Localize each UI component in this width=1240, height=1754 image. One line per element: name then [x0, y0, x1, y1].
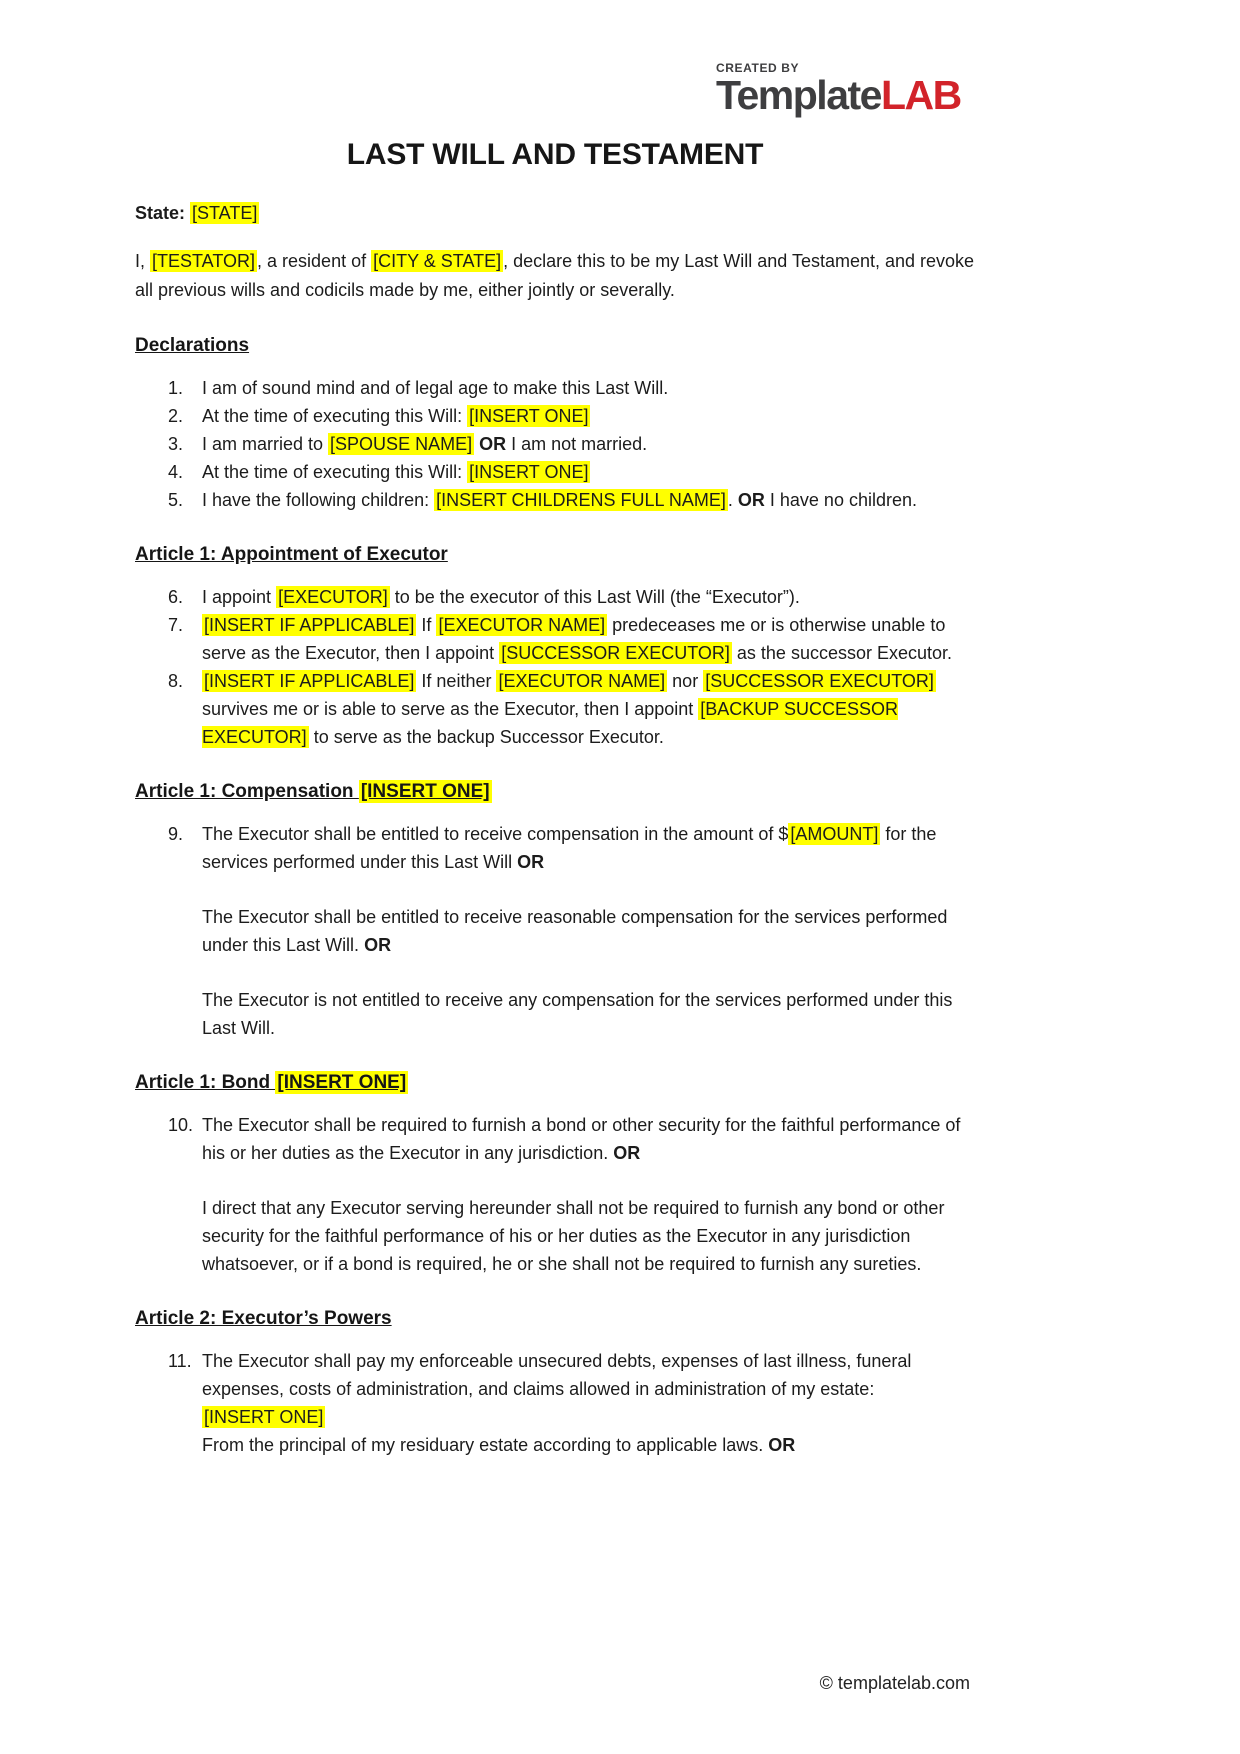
item-text: [202, 486, 975, 514]
text-segment: I appoint: [202, 587, 277, 607]
placeholder-highlight: [INSERT ONE]: [204, 1407, 324, 1427]
text-segment: I am not married.: [506, 434, 648, 454]
text-segment: The Executor shall be required to furnish a bond or other security for the faithful performance of his or her duties as the Executor in any jurisdiction.: [202, 1115, 961, 1163]
item-number: 7.: [168, 615, 184, 635]
item-text: [202, 1111, 975, 1167]
item-number: 1.: [168, 378, 184, 398]
text-segment: The Executor is not entitled to receive any compensation for the services performed under this Last Will.: [202, 990, 953, 1038]
item-number: 4.: [168, 462, 184, 482]
item-text: [202, 820, 975, 876]
placeholder-highlight: [INSERT ONE]: [277, 1072, 407, 1093]
text-segment: Article 1: Appointment of Executor: [135, 544, 448, 565]
placeholder-highlight: [CITY & STATE]: [373, 251, 502, 271]
text-segment: Article 2: Executor’s Powers: [135, 1308, 392, 1329]
declarations-list: [135, 374, 975, 514]
compensation-alternative-1: [202, 903, 975, 959]
list-item: [168, 820, 975, 876]
item-number: 5.: [168, 490, 184, 510]
logo-created-by: CREATED BY: [716, 61, 800, 75]
declarations-heading: [135, 335, 975, 357]
list-item: [168, 486, 975, 514]
list-item: [168, 611, 975, 667]
text-segment: predeceases me or is otherwise unable to serve as the Executor, then I appoint: [202, 615, 946, 663]
item-number: 8.: [168, 671, 184, 691]
text-segment: I have no children.: [764, 490, 917, 510]
placeholder-highlight: [EXECUTOR NAME]: [438, 615, 606, 635]
text-segment: to serve as the backup Successor Executor.: [308, 727, 664, 747]
item-text-line: [202, 1347, 975, 1403]
placeholder-highlight: [BACKUP SUCCESSOR EXECUTOR]: [202, 699, 898, 747]
intro-paragraph: [135, 247, 975, 305]
list-item: [168, 583, 975, 611]
compensation-alternative-2: [202, 986, 975, 1042]
text-segment: for the services performed under this Last Will: [202, 824, 937, 872]
text-segment: The Executor shall be entitled to receive compensation in the amount of $: [202, 824, 789, 844]
placeholder-highlight: [SPOUSE NAME]: [330, 434, 473, 454]
state-line: [135, 199, 975, 227]
item-text: [202, 583, 975, 611]
text-segment: State:: [135, 203, 191, 223]
document-title: LAST WILL AND TESTAMENT: [346, 138, 764, 171]
text-segment: , a resident of: [257, 251, 372, 271]
text-segment: I am of sound mind and of legal age to make this Last Will.: [202, 378, 669, 398]
page-footer: © templatelab.com: [819, 1673, 970, 1693]
logo-brand: [716, 72, 961, 118]
text-segment: OR: [737, 490, 765, 510]
item-number: 6.: [168, 587, 184, 607]
item-text: [202, 430, 975, 458]
text-segment: Declarations: [135, 335, 250, 356]
article1-bond-heading: [135, 1072, 975, 1094]
list-item: [168, 458, 975, 486]
text-segment: At the time of executing this Will:: [202, 406, 468, 426]
bond-list: [135, 1111, 975, 1167]
placeholder-highlight: [STATE]: [192, 203, 258, 223]
text-segment: From the principal of my residuary estate according to applicable laws.: [202, 1435, 769, 1455]
item-text: [202, 374, 975, 402]
placeholder-highlight: [AMOUNT]: [790, 824, 879, 844]
text-segment: survives me or is able to serve as the Executor, then I appoint: [202, 699, 699, 719]
logo-brand-lab: LAB: [880, 72, 961, 118]
compensation-list: [135, 820, 975, 876]
text-segment: , declare this to be my Last Will and Testament, and revoke all previous wills and codicils made by me, either jointly or severally.: [135, 251, 975, 300]
item-text-line: [202, 1403, 975, 1431]
article2-powers-heading: [135, 1308, 975, 1330]
item-number: 11.: [168, 1351, 192, 1371]
item-text: [202, 611, 975, 667]
placeholder-highlight: [EXECUTOR NAME]: [498, 671, 666, 691]
placeholder-highlight: [INSERT ONE]: [469, 462, 589, 482]
text-segment: OR: [768, 1435, 796, 1455]
item-text-line: [202, 1431, 975, 1459]
article1-compensation-heading: [135, 781, 975, 803]
list-item: [168, 667, 975, 751]
bond-alternative: [202, 1194, 975, 1278]
article1-appointment-heading: [135, 544, 975, 566]
item-text: [202, 1347, 975, 1459]
text-segment: as the successor Executor.: [731, 643, 953, 663]
text-segment: OR: [613, 1143, 641, 1163]
list-item: [168, 430, 975, 458]
text-segment: The Executor shall be entitled to receive reasonable compensation for the services performed under this Last Will.: [202, 907, 948, 955]
item-number: 3.: [168, 434, 184, 454]
text-segment: to be the executor of this Last Will (the “Executor”).: [389, 587, 800, 607]
text-segment: nor: [667, 671, 704, 691]
item-number: 10.: [168, 1115, 194, 1135]
item-text: [202, 458, 975, 486]
placeholder-highlight: [EXECUTOR]: [278, 587, 388, 607]
text-segment: Article 1: Compensation: [135, 781, 359, 802]
templatelab-logo: [716, 62, 961, 116]
list-item: [168, 1111, 975, 1167]
placeholder-highlight: [SUCCESSOR EXECUTOR]: [501, 643, 730, 663]
placeholder-highlight: [INSERT IF APPLICABLE]: [204, 615, 415, 635]
text-segment: .: [727, 490, 738, 510]
text-segment: OR: [517, 852, 545, 872]
text-segment: I direct that any Executor serving hereunder shall not be required to furnish any bond or other security for the faithful performance of his or her duties as the Executor in any jurisdiction whatsoever, or if a bond is required, he or she shall not be required to furnish any sureties.: [202, 1198, 945, 1274]
placeholder-highlight: [INSERT CHILDRENS FULL NAME]: [436, 490, 726, 510]
placeholder-highlight: [INSERT IF APPLICABLE]: [204, 671, 415, 691]
text-segment: If neither: [416, 671, 497, 691]
item-text: [202, 667, 975, 751]
text-segment: At the time of executing this Will:: [202, 462, 468, 482]
list-item: [168, 1347, 975, 1459]
placeholder-highlight: [INSERT ONE]: [360, 781, 490, 802]
placeholder-highlight: [SUCCESSOR EXECUTOR]: [705, 671, 934, 691]
placeholder-highlight: [INSERT ONE]: [469, 406, 589, 426]
text-segment: The Executor shall pay my enforceable unsecured debts, expenses of last illness, funeral expenses, costs of administration, and claims allowed in administration of my estate:: [202, 1351, 912, 1399]
appointment-list: [135, 583, 975, 751]
logo-brand-template: Template: [716, 72, 881, 118]
text-segment: Article 1: Bond: [135, 1072, 276, 1093]
placeholder-highlight: [TESTATOR]: [152, 251, 256, 271]
item-number: 2.: [168, 406, 184, 426]
item-text: [202, 402, 975, 430]
text-segment: If: [416, 615, 437, 635]
text-segment: I,: [135, 251, 151, 271]
item-number: 9.: [168, 824, 184, 844]
text-segment: OR: [479, 434, 507, 454]
powers-list: [135, 1347, 975, 1459]
text-segment: OR: [364, 935, 392, 955]
text-segment: I have the following children:: [202, 490, 435, 510]
list-item: [168, 402, 975, 430]
text-segment: I am married to: [202, 434, 329, 454]
list-item: [168, 374, 975, 402]
